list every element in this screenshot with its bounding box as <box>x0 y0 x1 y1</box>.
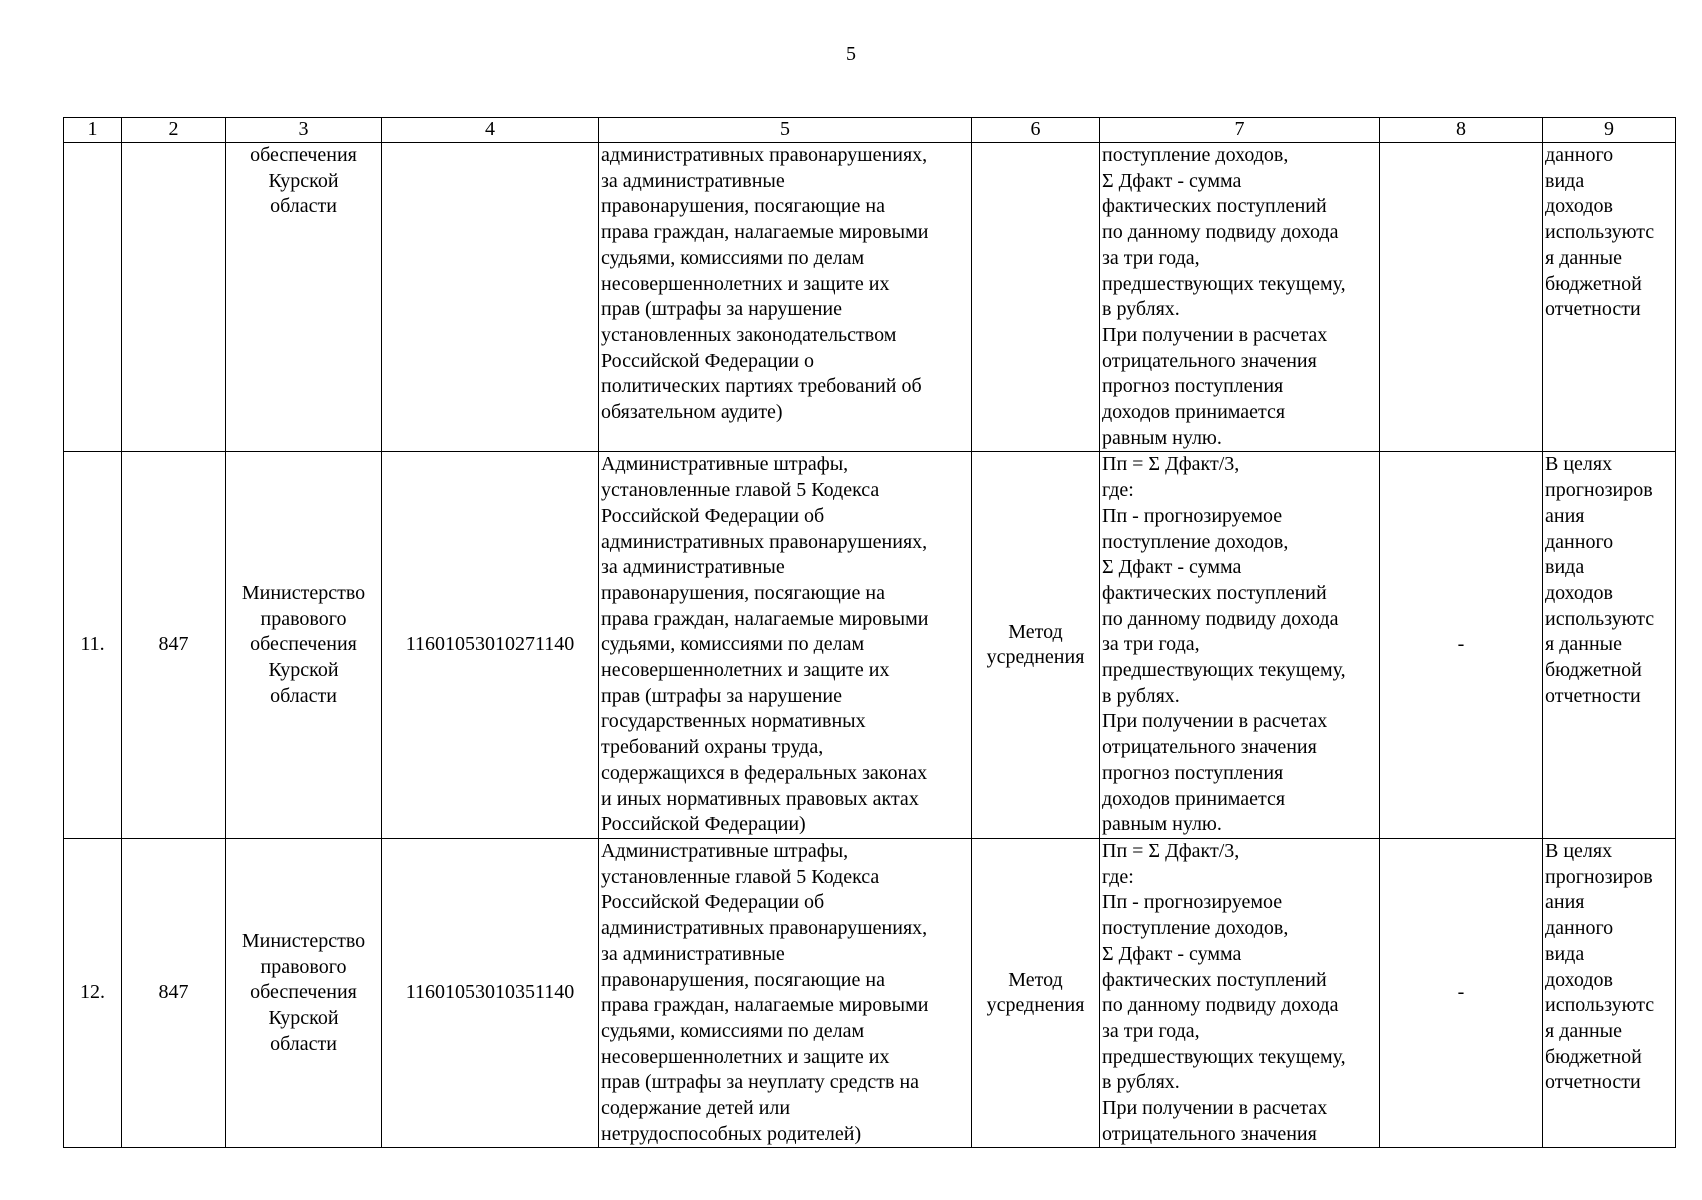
administrator-cell-line: Курской <box>268 1007 339 1030</box>
revenue-name-cell-line: нетрудоспособных родителей) <box>601 1122 862 1145</box>
column-number-row <box>64 118 1676 143</box>
revenue-name-cell-line: и иных нормативных правовых актах <box>601 787 919 810</box>
formula-cell-line: Пп - прогнозируемое <box>1102 504 1283 527</box>
formula-cell-line: предшествующих текущему, <box>1102 272 1346 295</box>
formula-cell <box>1100 838 1380 1147</box>
revenue-name-cell-line: права граждан, налагаемые мировыми <box>601 607 929 630</box>
formula-cell <box>1100 452 1380 839</box>
revenue-name-cell-line: права граждан, налагаемые мировыми <box>601 221 929 244</box>
column-8-cell: - <box>1380 838 1543 1147</box>
note-cell-line: бюджетной <box>1545 659 1642 682</box>
table-row <box>64 143 1676 452</box>
admin-code-cell: 847 <box>122 452 226 839</box>
note-cell-line: используютс <box>1545 221 1655 244</box>
kbk-code-cell: 11601053010271140 <box>382 452 599 839</box>
method-cell-line: усреднения <box>986 994 1085 1017</box>
formula-cell-line: предшествующих текущему, <box>1102 659 1346 682</box>
formula-cell-line: При получении в расчетах <box>1102 710 1328 733</box>
page-number: 5 <box>846 43 856 65</box>
kbk-code-cell: 11601053010351140 <box>382 838 599 1147</box>
administrator-cell <box>226 143 382 452</box>
note-cell-line: данного <box>1545 144 1614 166</box>
method-cell <box>972 838 1100 1147</box>
revenue-name-cell-line: несовершеннолетних и защите их <box>601 272 890 295</box>
formula-cell-line: по данному подвиду дохода <box>1102 607 1339 630</box>
formula-cell-line: Пп - прогнозируемое <box>1102 891 1283 914</box>
formula-cell-line: фактических поступлений <box>1102 968 1327 991</box>
formula-cell-line: Σ Дфакт - сумма <box>1102 169 1242 192</box>
revenue-forecast-table <box>63 117 1676 1148</box>
formula-cell-line: фактических поступлений <box>1102 581 1327 604</box>
note-cell-line: используютс <box>1545 994 1655 1017</box>
note-cell <box>1543 452 1676 839</box>
administrator-cell-line: Министерство <box>241 581 366 604</box>
formula-cell-line: где: <box>1102 479 1134 502</box>
revenue-name-cell-line: Административные штрафы, <box>601 839 849 862</box>
note-cell-line: данного <box>1545 530 1614 553</box>
administrator-cell-line: обеспечения <box>250 981 357 1004</box>
note-cell-line: доходов <box>1545 581 1613 604</box>
formula-cell-line: по данному подвиду дохода <box>1102 994 1339 1017</box>
note-cell-line: В целях <box>1545 839 1613 862</box>
revenue-name-cell <box>599 143 972 452</box>
note-cell-line: прогнозиров <box>1545 479 1653 502</box>
note-cell <box>1543 838 1676 1147</box>
formula-cell-line: равным нулю. <box>1102 426 1222 449</box>
formula-cell-line: равным нулю. <box>1102 813 1222 836</box>
revenue-name-cell-line: обязательном аудите) <box>601 401 783 424</box>
revenue-name-cell-line: несовершеннолетних и защите их <box>601 659 890 682</box>
revenue-name-cell-line: права граждан, налагаемые мировыми <box>601 994 929 1017</box>
revenue-name-cell-line: Российской Федерации об <box>601 504 825 527</box>
revenue-name-cell-line: правонарушения, посягающие на <box>601 195 885 218</box>
revenue-name-cell-line: прав (штрафы за нарушение <box>601 298 842 321</box>
column-header: 1 <box>64 118 122 143</box>
formula-cell-line: отрицательного значения <box>1102 1122 1317 1145</box>
revenue-name-cell-line: Российской Федерации об <box>601 891 825 914</box>
formula-cell-line: отрицательного значения <box>1102 736 1317 759</box>
revenue-name-cell-line: государственных нормативных <box>601 710 866 733</box>
method-cell <box>972 452 1100 839</box>
formula-cell-line: Σ Дфакт - сумма <box>1102 556 1242 579</box>
revenue-name-cell-line: установленных законодательством <box>601 323 897 346</box>
note-cell-line: отчетности <box>1545 1071 1641 1094</box>
administrator-cell-line: обеспечения <box>250 633 357 656</box>
method-cell <box>972 143 1100 452</box>
note-cell-line: я данные <box>1545 246 1622 269</box>
note-cell-line: прогнозиров <box>1545 865 1653 888</box>
formula-cell-line: где: <box>1102 865 1134 888</box>
revenue-name-cell-line: правонарушения, посягающие на <box>601 968 885 991</box>
formula-cell-line: в рублях. <box>1102 298 1180 321</box>
note-cell-line: вида <box>1545 942 1585 965</box>
formula-cell-line: доходов принимается <box>1102 787 1286 810</box>
administrator-cell-line: Министерство <box>241 929 366 952</box>
revenue-name-cell-line: Российской Федерации о <box>601 349 815 372</box>
note-cell-line: ания <box>1545 891 1585 914</box>
revenue-name-cell-line: административных правонарушениях, <box>601 917 928 940</box>
administrator-cell-line: обеспечения <box>250 144 357 166</box>
column-header: 6 <box>972 118 1100 143</box>
formula-cell-line: Σ Дфакт - сумма <box>1102 942 1242 965</box>
revenue-name-cell-line: политических партиях требований об <box>601 375 922 398</box>
formula-cell-line: Пп = Σ Дфакт/3, <box>1102 453 1240 476</box>
column-header: 4 <box>382 118 599 143</box>
formula-cell-line: по данному подвиду дохода <box>1102 221 1339 244</box>
revenue-name-cell-line: судьями, комиссиями по делам <box>601 633 865 656</box>
revenue-name-cell-line: правонарушения, посягающие на <box>601 581 885 604</box>
formula-cell-line: в рублях. <box>1102 1071 1180 1094</box>
kbk-code-cell <box>382 143 599 452</box>
formula-cell-line: При получении в расчетах <box>1102 1097 1328 1120</box>
row-number-cell: 12. <box>64 838 122 1147</box>
revenue-name-cell-line: Российской Федерации) <box>601 813 806 836</box>
column-header: 9 <box>1543 118 1676 143</box>
note-cell-line: данного <box>1545 917 1614 940</box>
revenue-name-cell-line: содержание детей или <box>601 1097 791 1120</box>
note-cell-line: ания <box>1545 504 1585 527</box>
revenue-name-cell-line: за административные <box>601 169 785 192</box>
revenue-name-cell-line: Административные штрафы, <box>601 453 849 476</box>
formula-cell-line: за три года, <box>1102 1019 1200 1042</box>
administrator-cell-line: области <box>270 195 337 218</box>
revenue-name-cell-line: содержащихся в федеральных законах <box>601 761 928 784</box>
administrator-cell-line: Курской <box>268 659 339 682</box>
note-cell-line: я данные <box>1545 1019 1622 1042</box>
formula-cell <box>1100 143 1380 452</box>
formula-cell-line: поступление доходов, <box>1102 144 1289 166</box>
note-cell <box>1543 143 1676 452</box>
revenue-name-cell-line: прав (штрафы за неуплату средств на <box>601 1071 920 1094</box>
revenue-name-cell-line: установленные главой 5 Кодекса <box>601 865 880 888</box>
revenue-name-cell-line: судьями, комиссиями по делам <box>601 246 865 269</box>
administrator-cell-line: области <box>270 684 337 707</box>
formula-cell-line: фактических поступлений <box>1102 195 1327 218</box>
administrator-cell-line: правового <box>260 955 347 978</box>
formula-cell-line: в рублях. <box>1102 684 1180 707</box>
formula-cell-line: за три года, <box>1102 246 1200 269</box>
admin-code-cell <box>122 143 226 452</box>
formula-cell-line: за три года, <box>1102 633 1200 656</box>
note-cell-line: доходов <box>1545 968 1613 991</box>
column-header: 3 <box>226 118 382 143</box>
revenue-name-cell-line: судьями, комиссиями по делам <box>601 1019 865 1042</box>
column-header: 5 <box>599 118 972 143</box>
administrator-cell-line: Курской <box>268 169 339 192</box>
note-cell-line: вида <box>1545 169 1585 192</box>
note-cell-line: используютс <box>1545 607 1655 630</box>
formula-cell-line: предшествующих текущему, <box>1102 1045 1346 1068</box>
table-row <box>64 452 1676 839</box>
note-cell-line: вида <box>1545 556 1585 579</box>
administrator-cell-line: области <box>270 1032 337 1055</box>
method-cell-line: Метод <box>1008 968 1063 991</box>
formula-cell-line: При получении в расчетах <box>1102 323 1328 346</box>
note-cell-line: бюджетной <box>1545 1045 1642 1068</box>
note-cell-line: доходов <box>1545 195 1613 218</box>
note-cell-line: я данные <box>1545 633 1622 656</box>
formula-cell-line: поступление доходов, <box>1102 530 1289 553</box>
formula-cell-line: прогноз поступления <box>1102 375 1284 398</box>
column-8-cell: - <box>1380 452 1543 839</box>
note-cell-line: В целях <box>1545 453 1613 476</box>
note-cell-line: бюджетной <box>1545 272 1642 295</box>
method-cell-line: Метод <box>1008 620 1063 643</box>
revenue-name-cell <box>599 838 972 1147</box>
administrator-cell-line: правового <box>260 607 347 630</box>
table-row <box>64 838 1676 1147</box>
row-number-cell: 11. <box>64 452 122 839</box>
administrator-cell <box>226 838 382 1147</box>
column-header: 2 <box>122 118 226 143</box>
formula-cell-line: Пп = Σ Дфакт/3, <box>1102 839 1240 862</box>
revenue-name-cell <box>599 452 972 839</box>
table-body <box>64 143 1676 1148</box>
method-cell-line: усреднения <box>986 646 1085 669</box>
revenue-name-cell-line: административных правонарушениях, <box>601 530 928 553</box>
note-cell-line: отчетности <box>1545 298 1641 321</box>
row-number-cell <box>64 143 122 452</box>
revenue-name-cell-line: за административные <box>601 942 785 965</box>
formula-cell-line: доходов принимается <box>1102 401 1286 424</box>
revenue-name-cell-line: требований охраны труда, <box>601 736 824 759</box>
admin-code-cell: 847 <box>122 838 226 1147</box>
note-cell-line: отчетности <box>1545 684 1641 707</box>
column-header: 8 <box>1380 118 1543 143</box>
revenue-name-cell-line: прав (штрафы за нарушение <box>601 684 842 707</box>
column-header: 7 <box>1100 118 1380 143</box>
formula-cell-line: отрицательного значения <box>1102 349 1317 372</box>
revenue-name-cell-line: административных правонарушениях, <box>601 144 928 166</box>
revenue-name-cell-line: установленные главой 5 Кодекса <box>601 479 880 502</box>
formula-cell-line: прогноз поступления <box>1102 761 1284 784</box>
administrator-cell <box>226 452 382 839</box>
revenue-name-cell-line: несовершеннолетних и защите их <box>601 1045 890 1068</box>
revenue-name-cell-line: за административные <box>601 556 785 579</box>
formula-cell-line: поступление доходов, <box>1102 917 1289 940</box>
column-8-cell <box>1380 143 1543 452</box>
